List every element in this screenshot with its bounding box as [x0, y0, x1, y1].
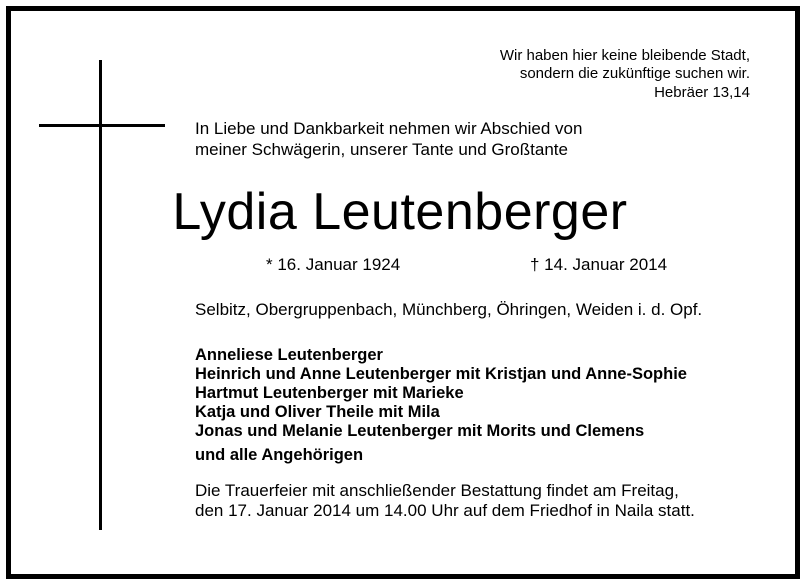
mourner-line: und alle Angehörigen [195, 446, 364, 464]
places-list: Selbitz, Obergruppenbach, Münchberg, Öhringen, Weiden i. d. Opf. [195, 300, 703, 319]
cross-horizontal-bar [39, 124, 165, 127]
funeral-notice-line-1: Die Trauerfeier mit anschließender Bestattung findet am Freitag, [195, 481, 679, 500]
deceased-name: Lydia Leutenberger [172, 183, 628, 241]
birth-date: * 16. Januar 1924 [266, 255, 401, 274]
funeral-notice [195, 481, 695, 521]
mourner-line: Katja und Oliver Theile mit Mila [195, 403, 440, 421]
death-date: † 14. Januar 2014 [530, 255, 668, 274]
verse-line-1: Wir haben hier keine bleibende Stadt, [499, 47, 750, 64]
intro-text [195, 118, 582, 160]
mourner-line: Hartmut Leutenberger mit Marieke [195, 384, 464, 402]
verse-reference: Hebräer 13,14 [654, 84, 750, 101]
funeral-notice-line-2: den 17. Januar 2014 um 14.00 Uhr auf dem Friedhof in Naila statt. [195, 501, 695, 520]
cross-vertical-bar [99, 60, 102, 530]
verse-line-2: sondern die zukünftige suchen wir. [519, 65, 750, 82]
intro-line-2: meiner Schwägerin, unserer Tante und Großtante [195, 140, 568, 159]
mourner-line: Anneliese Leutenberger [195, 346, 383, 364]
mourner-line: Heinrich und Anne Leutenberger mit Kristjan und Anne-Sophie [195, 365, 687, 383]
intro-line-1: In Liebe und Dankbarkeit nehmen wir Abschied von [195, 119, 583, 138]
mourner-line: Jonas und Melanie Leutenberger mit Morits und Clemens [195, 422, 645, 440]
